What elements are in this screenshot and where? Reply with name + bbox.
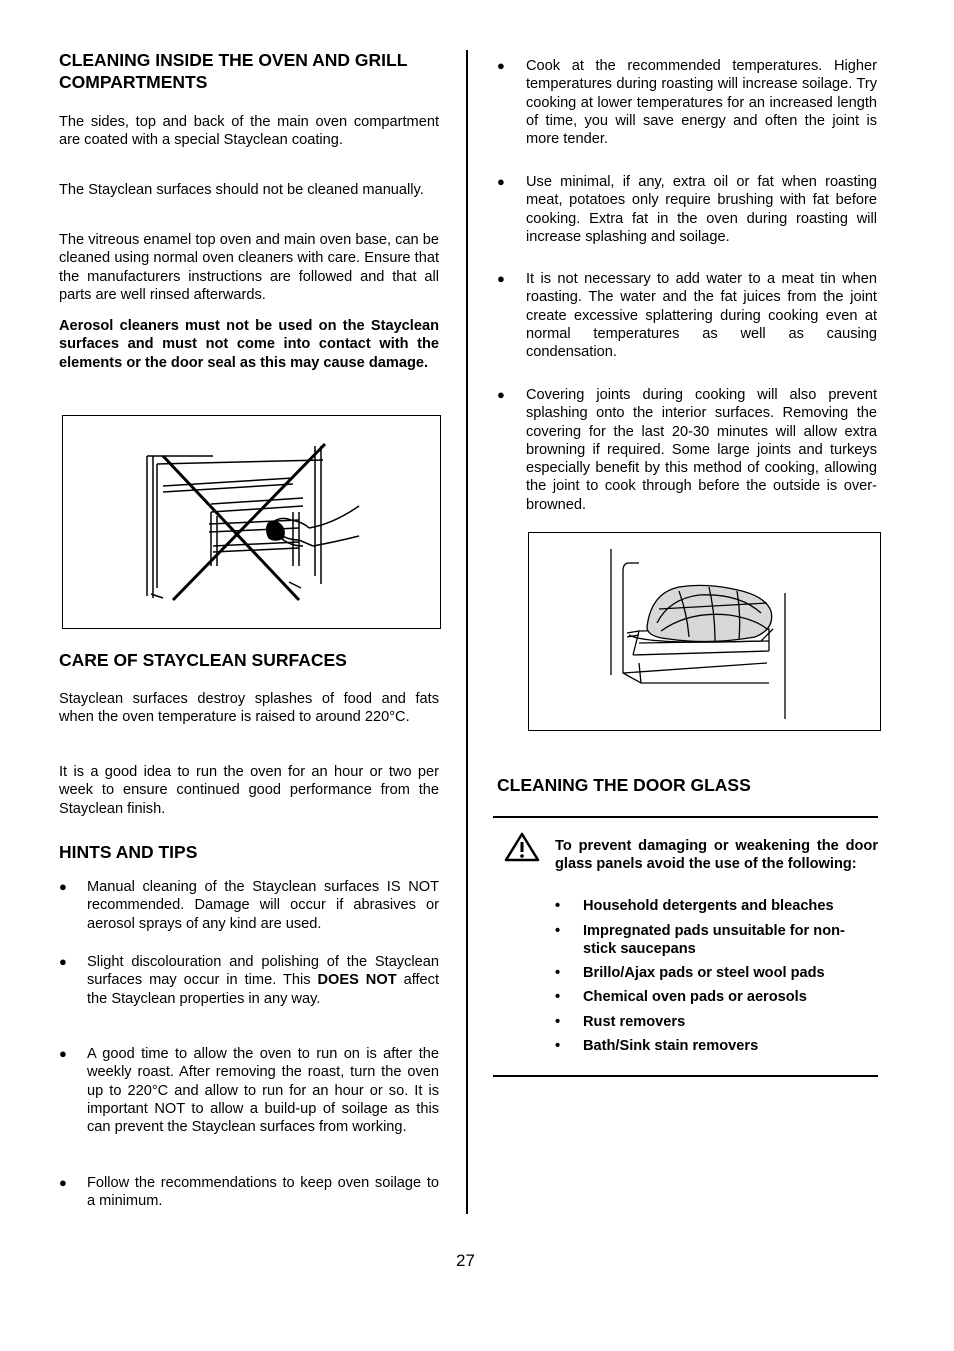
- bullet-icon: ●: [59, 954, 67, 969]
- paragraph-vitreous-enamel: The vitreous enamel top oven and main oven base, can be cleaned using normal oven cleaners with care. Ensure that the manufacturers instructions are followed and that all parts are well rinsed afterwards.: [59, 232, 439, 303]
- column-divider: [466, 50, 468, 1214]
- heading-hints-tips: HINTS AND TIPS: [59, 842, 198, 862]
- paragraph-run-oven: It is a good idea to run the oven for an hour or two per week to ensure continued good performance from the Stayclean finish.: [59, 764, 439, 817]
- paragraph-stayclean-coating: The sides, top and back of the main oven compartment are coated with a special Stayclean coating.: [59, 114, 439, 149]
- paragraph-not-manual: The Stayclean surfaces should not be cleaned manually.: [59, 182, 424, 198]
- warning-triangle-icon: [504, 832, 540, 862]
- tip-item: [59, 1045, 439, 1136]
- tip-text: Cook at the recommended temperatures. Higher temperatures during roasting will increase soilage. Try cooking at lower temperatures for an increased length of time, you will save energy and often the joint is more tender.: [526, 58, 877, 148]
- tip-item: [59, 878, 439, 933]
- tip-text: A good time to allow the oven to run on is after the weekly roast. After removing the roast, turn the oven up to 220°C and allow to run for an hour or so. It is important NOT to allow a build-up of soilage as this can prevent the Stayclean surfaces from working.: [87, 1046, 439, 1136]
- warning-text: To prevent damaging or weakening the door glass panels avoid the use of the following:: [555, 838, 878, 873]
- tip-text: Manual cleaning of the Stayclean surfaces IS NOT recommended. Damage will occur if abrasives or aerosol sprays of any kind are used.: [87, 879, 439, 932]
- tip-item: [497, 173, 877, 246]
- figure-covered-joint: [528, 532, 881, 731]
- heading-cleaning-door-glass: CLEANING THE DOOR GLASS: [497, 775, 751, 795]
- bullet-icon: ●: [497, 174, 505, 189]
- roasting-tin-illustration: [529, 533, 880, 730]
- tip-text: It is not necessary to add water to a meat tin when roasting. The water and the fat juices from the joint create excessive splattering during cooking even at normal temperatures as well as causing condensation.: [526, 271, 877, 361]
- bullet-icon: •: [555, 1038, 561, 1054]
- tip-item: [497, 57, 877, 148]
- tip-item: [497, 386, 877, 514]
- figure-do-not-clean-manually: [62, 415, 441, 629]
- warning-top-rule: [493, 816, 878, 818]
- tip-item: [497, 270, 877, 361]
- bullet-icon: ●: [497, 271, 505, 286]
- paragraph-stayclean-destroy: Stayclean surfaces destroy splashes of food and fats when the oven temperature is raised to around 220°C.: [59, 691, 439, 726]
- tip-text: Slight discolouration and polishing of the Stayclean surfaces may occur in time. This DOES NOT affect the Stayclean properties in any way.: [87, 954, 440, 1007]
- bullet-icon: •: [555, 989, 561, 1005]
- oven-crossed-out-illustration: [63, 416, 440, 628]
- bullet-icon: ●: [59, 1046, 67, 1061]
- tip-text: Follow the recommendations to keep oven soilage to a minimum.: [87, 1175, 439, 1210]
- bullet-icon: ●: [59, 1175, 67, 1190]
- heading-care-stayclean: CARE OF STAYCLEAN SURFACES: [59, 650, 347, 670]
- tip-item: [59, 1174, 439, 1211]
- tip-item: [59, 953, 439, 1008]
- warning-bottom-rule: [493, 1075, 878, 1077]
- bullet-icon: ●: [497, 387, 505, 402]
- heading-cleaning-inside: CLEANING INSIDE THE OVEN AND GRILL COMPARTMENTS: [59, 50, 408, 92]
- bullet-icon: •: [555, 898, 561, 914]
- list-item: • Rust removers: [555, 1014, 686, 1030]
- tip-text: Use minimal, if any, extra oil or fat when roasting meat, potatoes only require brushing with fat before cooking. Extra fat in the oven during roasting will increase splashing and soilage.: [526, 174, 877, 245]
- list-item: • Household detergents and bleaches: [555, 898, 834, 914]
- bullet-icon: ●: [59, 879, 67, 894]
- bullet-icon: •: [555, 965, 561, 981]
- bullet-icon: ●: [497, 58, 505, 73]
- list-item: • Bath/Sink stain removers: [555, 1038, 759, 1054]
- bullet-icon: •: [555, 923, 561, 939]
- list-item: • Chemical oven pads or aerosols: [555, 989, 807, 1005]
- bullet-icon: •: [555, 1014, 561, 1030]
- list-item: • Brillo/Ajax pads or steel wool pads: [555, 965, 825, 981]
- list-item: • Impregnated pads unsuitable for non-stick saucepans: [555, 923, 845, 958]
- tip-text: Covering joints during cooking will also prevent splashing onto the interior surfaces. Removing the covering for the last 20-30 minutes will allow extra browning if required. Some large joints and turkeys especially benefit by this method of cooking, allowing the joint to cook through before the outside is over-browned.: [526, 387, 877, 513]
- paragraph-aerosol-warning: Aerosol cleaners must not be used on the Stayclean surfaces and must not come into contact with the elements or the door seal as this may cause damage.: [59, 318, 439, 371]
- page-number: 27: [456, 1251, 475, 1270]
